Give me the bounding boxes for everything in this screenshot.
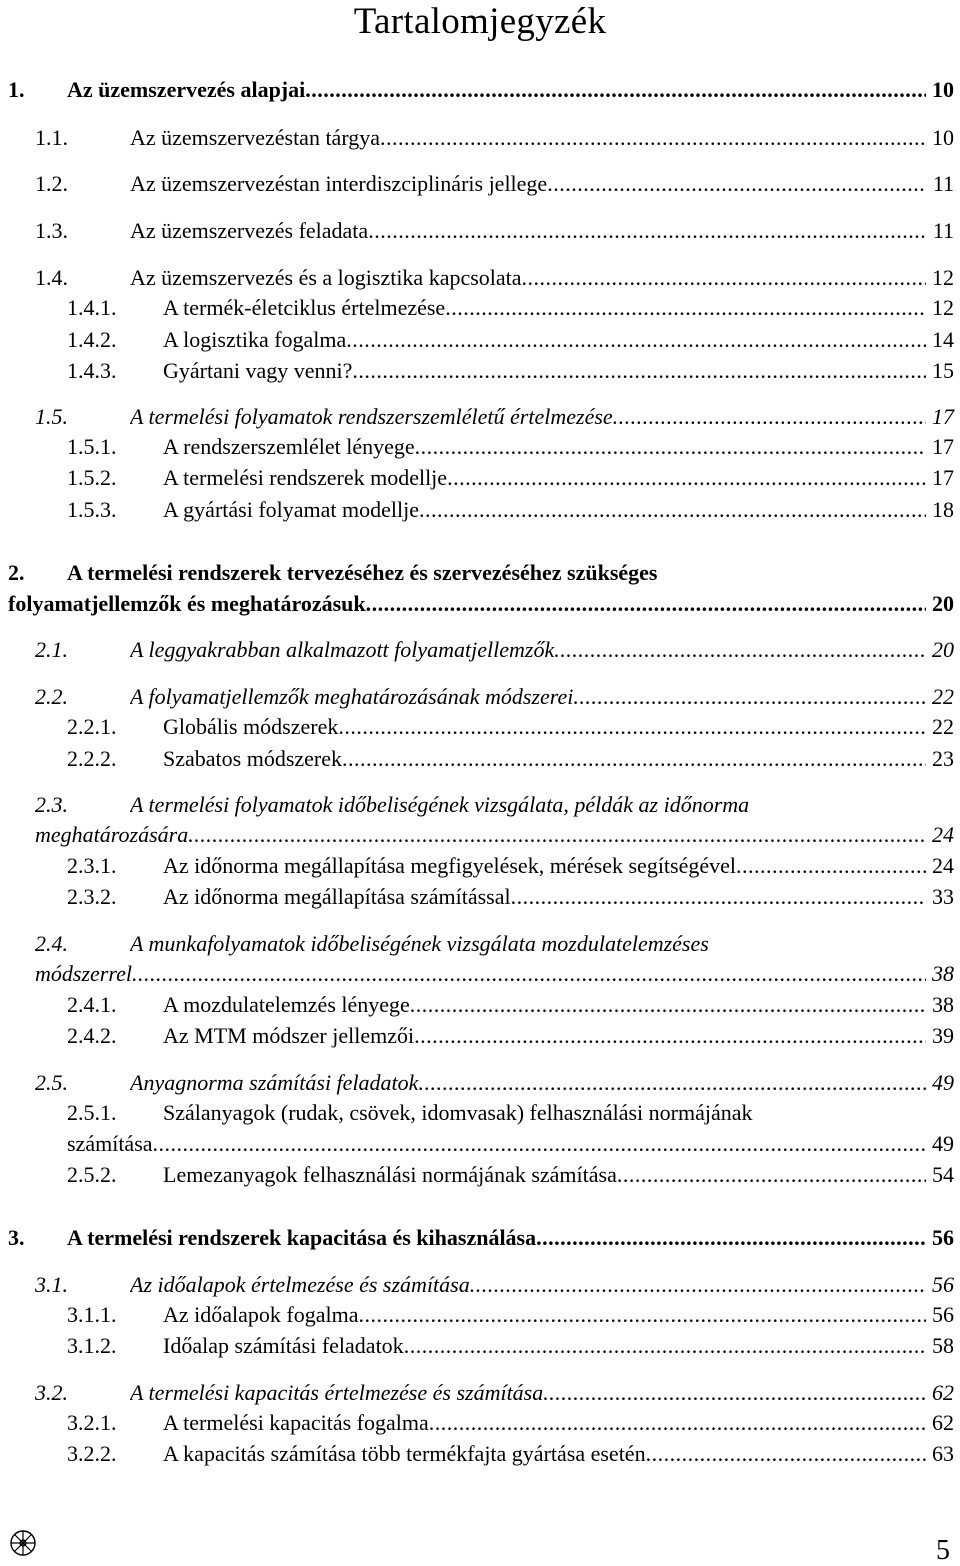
toc-entry-page: 62	[932, 1410, 954, 1435]
toc-entry-page: 23	[932, 746, 954, 771]
toc-entry-title: A termelési kapacitás fogalma	[163, 1410, 429, 1435]
toc-entry[interactable]	[0, 882, 960, 912]
toc-entry-title: A termelési folyamatok időbeliségének vizsgálata, példák az időnorma	[130, 792, 750, 817]
toc-entry-title: Az üzemszervezés feladata	[130, 218, 369, 243]
toc-entry-title: Az időnorma megállapítása számítással	[163, 884, 511, 909]
toc-entry[interactable]	[0, 1223, 960, 1253]
toc-entry-number: 3.2.	[35, 1380, 68, 1405]
toc-entry-title: A rendszerszemlélet lényege	[163, 434, 415, 459]
toc-entry-number: 1.5.	[35, 404, 68, 429]
toc-entry-title-continued: meghatározására	[35, 822, 189, 847]
toc-entry[interactable]	[0, 1408, 960, 1438]
toc-entry[interactable]	[0, 293, 960, 323]
toc-entry-title: A logisztika fogalma	[163, 327, 347, 352]
toc-entry-page: 49	[932, 1070, 954, 1095]
toc-entry-title: Anyagnorma számítási feladatok	[130, 1070, 419, 1095]
toc-entry[interactable]	[0, 990, 960, 1020]
toc-entry-title-continued: számítása	[67, 1131, 153, 1156]
toc-leader-dots	[573, 682, 926, 712]
toc-entry[interactable]	[0, 216, 960, 246]
toc-entry-page: 39	[932, 1023, 954, 1048]
toc-entry-page: 33	[932, 884, 954, 909]
toc-entry-number: 2.5.1.	[67, 1100, 117, 1125]
toc-entry-page: 63	[932, 1441, 954, 1466]
toc-entry-page: 54	[932, 1162, 954, 1187]
toc-entry[interactable]	[0, 495, 960, 525]
page-title: Tartalomjegyzék	[353, 1, 607, 42]
toc-leader-dots	[188, 820, 926, 850]
wheel-ornament-icon	[8, 1528, 38, 1558]
toc-entry-page: 38	[932, 961, 954, 986]
toc-entry-number: 3.1.2.	[67, 1333, 117, 1358]
toc-entry-page: 20	[932, 637, 954, 662]
toc-entry[interactable]	[0, 325, 960, 355]
toc-leader-dots	[613, 402, 926, 432]
toc-leader-dots	[470, 1270, 926, 1300]
toc-entry-page: 10	[932, 77, 954, 102]
toc-entry-page: 22	[932, 714, 954, 739]
toc-entry[interactable]	[0, 1160, 960, 1190]
toc-entry-title: Globális módszerek	[163, 714, 339, 739]
toc-entry[interactable]	[0, 356, 960, 386]
toc-leader-dots	[511, 882, 926, 912]
toc-entry-title: Szabatos módszerek	[163, 746, 342, 771]
toc-entry-page: 17	[932, 434, 954, 459]
toc-entry-number: 1.4.	[35, 265, 68, 290]
toc-entry-number: 1.4.1.	[67, 295, 117, 320]
toc-entry-title: Időalap számítási feladatok	[163, 1333, 404, 1358]
toc-entry[interactable]	[0, 463, 960, 493]
page-number: 5	[936, 1535, 950, 1566]
toc-entry-page: 56	[932, 1272, 954, 1297]
toc-leader-dots	[547, 169, 926, 199]
toc-entry[interactable]	[0, 432, 960, 462]
toc-entry-page: 38	[932, 992, 954, 1017]
toc-entry-title-continued: folyamatjellemzők és meghatározásuk	[8, 591, 366, 616]
toc-leader-dots	[414, 1021, 926, 1051]
toc-entry[interactable]	[0, 851, 960, 881]
toc-entry-page: 17	[932, 404, 954, 429]
toc-entry[interactable]	[0, 1331, 960, 1361]
toc-leader-dots	[445, 293, 926, 323]
toc-entry-page: 12	[932, 265, 954, 290]
toc-entry-page: 12	[932, 295, 954, 320]
toc-leader-dots	[646, 1439, 926, 1469]
toc-entry[interactable]	[0, 712, 960, 742]
toc-entry-number: 3.2.1.	[67, 1410, 117, 1435]
toc-entry-number: 2.5.	[35, 1070, 68, 1095]
toc-entry-title: A termelési rendszerek tervezéséhez és szervezéséhez szükséges	[67, 560, 658, 585]
toc-entry-number: 1.	[8, 77, 25, 102]
toc-leader-dots	[342, 744, 926, 774]
toc-entry-title: A munkafolyamatok időbeliségének vizsgálata mozdulatelemzéses	[130, 931, 709, 956]
toc-entry-title: A mozdulatelemzés lényege	[163, 992, 410, 1017]
toc-leader-dots	[543, 1378, 926, 1408]
toc-entry-number: 2.	[8, 560, 25, 585]
toc-entry-page: 15	[932, 358, 954, 383]
toc-leader-dots	[338, 712, 926, 742]
toc-entry-page: 49	[932, 1131, 954, 1156]
toc-entry-page: 22	[932, 684, 954, 709]
toc-entry-page: 14	[932, 327, 954, 352]
toc-entry[interactable]	[0, 1021, 960, 1051]
toc-entry-number: 1.5.1.	[67, 434, 117, 459]
toc-entry[interactable]	[0, 1439, 960, 1469]
toc-entry-number: 1.4.3.	[67, 358, 117, 383]
toc-entry-number: 1.3.	[35, 218, 68, 243]
toc-leader-dots	[429, 1408, 926, 1438]
toc-entry[interactable]	[0, 1300, 960, 1330]
toc-entry[interactable]	[0, 1068, 960, 1098]
toc-entry[interactable]	[0, 1098, 960, 1128]
toc-entry-page: 58	[932, 1333, 954, 1358]
toc-leader-dots	[415, 432, 926, 462]
toc-leader-dots	[522, 263, 926, 293]
toc-leader-dots	[736, 851, 926, 881]
toc-entry-continuation[interactable]	[0, 1129, 960, 1159]
toc-entry-page: 24	[932, 822, 954, 847]
toc-entry-title: Lemezanyagok felhasználási normájának számítása	[163, 1162, 617, 1187]
toc-entry-page: 11	[932, 218, 954, 243]
toc-leader-dots	[447, 463, 926, 493]
toc-entry-number: 2.1.	[35, 637, 68, 662]
toc-entry-number: 1.5.3.	[67, 497, 117, 522]
toc-leader-dots	[366, 589, 926, 619]
toc-leader-dots	[419, 495, 926, 525]
toc-entry-number: 3.1.1.	[67, 1302, 117, 1327]
toc-leader-dots	[536, 1223, 926, 1253]
toc-entry-page: 20	[932, 591, 954, 616]
toc-entry-title: A termelési folyamatok rendszerszemléletű értelmezése	[130, 404, 613, 429]
toc-entry[interactable]	[0, 635, 960, 665]
toc-entry-title: Az időalapok értelmezése és számítása	[130, 1272, 470, 1297]
toc-entry-continuation[interactable]	[0, 959, 960, 989]
toc-entry-continuation[interactable]	[0, 589, 960, 619]
toc-entry-title: Szálanyagok (rudak, csövek, idomvasak) felhasználási normájának	[163, 1100, 753, 1125]
toc-entry[interactable]	[0, 402, 960, 432]
toc-leader-dots	[359, 1300, 927, 1330]
toc-entry-number: 2.2.1.	[67, 714, 117, 739]
toc-entry-title: A termelési rendszerek kapacitása és kihasználása	[67, 1225, 537, 1250]
toc-entry-number: 2.4.1.	[67, 992, 117, 1017]
toc-entry[interactable]	[0, 682, 960, 712]
toc-leader-dots	[368, 216, 926, 246]
toc-entry-title: Az időnorma megállapítása megfigyelések, mérések segítségével	[163, 853, 737, 878]
toc-entry-number: 3.	[8, 1225, 25, 1250]
toc-entry-page: 18	[932, 497, 954, 522]
toc-entry-number: 1.5.2.	[67, 465, 117, 490]
toc-entry-number: 3.1.	[35, 1272, 68, 1297]
toc-entry-title-continued: módszerrel	[35, 961, 132, 986]
toc-entry-title: Gyártani vagy venni?	[163, 358, 353, 383]
toc-entry-number: 1.2.	[35, 171, 68, 196]
toc-leader-dots	[380, 123, 926, 153]
toc-entry[interactable]	[0, 1270, 960, 1300]
toc-entry-title: A gyártási folyamat modellje	[163, 497, 419, 522]
toc-entry-number: 2.2.	[35, 684, 68, 709]
toc-leader-dots	[153, 1129, 926, 1159]
toc-entry-number: 2.5.2.	[67, 1162, 117, 1187]
toc-leader-dots	[305, 75, 926, 105]
toc-entry-number: 1.4.2.	[67, 327, 117, 352]
toc-entry-page: 24	[932, 853, 954, 878]
toc-entry-title: Az üzemszervezés és a logisztika kapcsolata	[130, 265, 522, 290]
toc-entry-continuation[interactable]	[0, 820, 960, 850]
toc-entry[interactable]	[0, 75, 960, 105]
toc-entry-number: 2.3.	[35, 792, 68, 817]
toc-entry-number: 2.3.2.	[67, 884, 117, 909]
toc-leader-dots	[404, 1331, 926, 1361]
toc-entry-title: A folyamatjellemzők meghatározásának módszerei	[130, 684, 574, 709]
toc-entry-title: A termelési kapacitás értelmezése és számítása	[130, 1380, 544, 1405]
toc-entry-number: 2.4.	[35, 931, 68, 956]
toc-entry-number: 2.4.2.	[67, 1023, 117, 1048]
toc-leader-dots	[418, 1068, 926, 1098]
toc-leader-dots	[617, 1160, 926, 1190]
toc-entry-title: A leggyakrabban alkalmazott folyamatjellemzők	[130, 637, 555, 662]
toc-entry-page: 56	[932, 1302, 954, 1327]
toc-entry-page: 17	[932, 465, 954, 490]
toc-entry[interactable]	[0, 558, 960, 588]
toc-entry[interactable]	[0, 263, 960, 293]
toc-entry-page: 11	[932, 171, 954, 196]
toc-entry[interactable]	[0, 123, 960, 153]
toc-entry-title: Az üzemszervezéstan interdiszciplináris jellege	[130, 171, 548, 196]
toc-entry-title: Az üzemszervezés alapjai	[67, 77, 306, 102]
toc-entry-title: Az időalapok fogalma	[163, 1302, 359, 1327]
toc-entry-title: Az üzemszervezéstan tárgya	[130, 125, 381, 150]
toc-entry[interactable]	[0, 744, 960, 774]
toc-entry[interactable]	[0, 790, 960, 820]
toc-entry-number: 1.1.	[35, 125, 68, 150]
toc-leader-dots	[352, 356, 926, 386]
toc-entry-title: A kapacitás számítása több termékfajta gyártása esetén	[163, 1441, 646, 1466]
toc-entry-number: 2.2.2.	[67, 746, 117, 771]
toc-leader-dots	[410, 990, 926, 1020]
toc-entry[interactable]	[0, 929, 960, 959]
toc-leader-dots	[554, 635, 926, 665]
toc-entry-page: 62	[932, 1380, 954, 1405]
toc-entry-page: 10	[932, 125, 954, 150]
toc-leader-dots	[132, 959, 926, 989]
toc-leader-dots	[346, 325, 926, 355]
toc-entry-number: 2.3.1.	[67, 853, 117, 878]
toc-entry-title: Az MTM módszer jellemzői	[163, 1023, 415, 1048]
toc-entry[interactable]	[0, 169, 960, 199]
toc-entry-page: 56	[932, 1225, 954, 1250]
toc-entry-title: A termék-életciklus értelmezése	[163, 295, 446, 320]
toc-entry-title: A termelési rendszerek modellje	[163, 465, 448, 490]
toc-entry-number: 3.2.2.	[67, 1441, 117, 1466]
toc-entry[interactable]	[0, 1378, 960, 1408]
